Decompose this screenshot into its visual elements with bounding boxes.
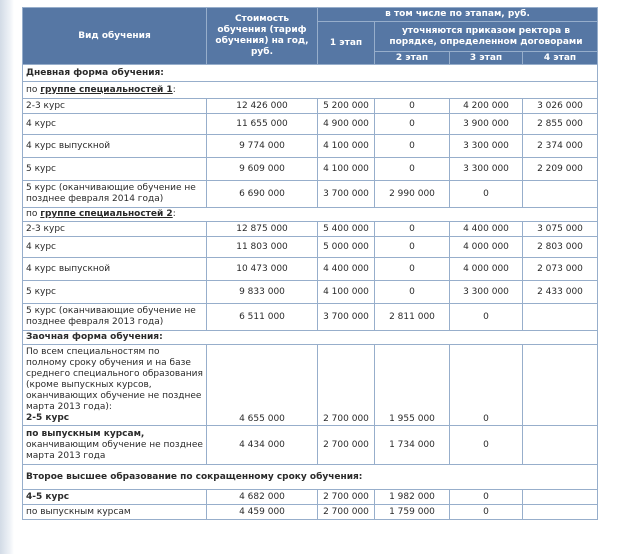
- table-row: [23, 258, 597, 280]
- cost-cell: 10 473 000: [207, 258, 317, 280]
- stage-3-cell: 3 300 000: [450, 158, 522, 180]
- group-2-prefix: по: [26, 209, 41, 219]
- stage-2-cell: 1 759 000: [375, 505, 449, 519]
- table-row: [23, 345, 597, 425]
- stage-2-cell: 0: [375, 237, 449, 257]
- stage-2-cell: 0: [375, 281, 449, 303]
- cost-cell: 11 655 000: [207, 114, 317, 134]
- table-row: [23, 426, 597, 464]
- group-2-suffix: :: [172, 209, 176, 219]
- row-label: 5 курс (оканчивающие обучение не позднее февраля 2014 года): [23, 181, 206, 207]
- stage-2-cell: 0: [375, 99, 449, 113]
- table-row: [23, 237, 597, 257]
- table-row: [23, 222, 597, 236]
- cost-cell: 4 459 000: [207, 505, 317, 519]
- stage-2-cell: 2 811 000: [375, 304, 449, 330]
- stage-3-cell: 3 300 000: [450, 281, 522, 303]
- table-row: [23, 281, 597, 303]
- stage-2-cell: 1 734 000: [375, 426, 449, 464]
- stage-1-cell: 4 100 000: [318, 281, 374, 303]
- cost-cell: 6 690 000: [207, 181, 317, 207]
- table-row: [23, 135, 597, 157]
- subsection-row: [23, 82, 597, 98]
- cost-cell: 4 655 000: [207, 345, 317, 425]
- table-row: [23, 114, 597, 134]
- graduate-courses-bold: по выпускным курсам,: [26, 428, 145, 439]
- stage-4-cell: 3 075 000: [523, 222, 597, 236]
- row-label: 2-3 курс: [23, 99, 206, 113]
- stage-2-cell: 0: [375, 114, 449, 134]
- subsection-group-1: [23, 82, 597, 98]
- stage-3-cell: 3 900 000: [450, 114, 522, 134]
- stage-2-cell: 1 982 000: [375, 490, 449, 504]
- table-row: [23, 158, 597, 180]
- stage-3-cell: 0: [450, 181, 522, 207]
- table-row: [23, 181, 597, 207]
- stage-3-cell: 4 000 000: [450, 258, 522, 280]
- group-1-prefix: по: [26, 84, 41, 95]
- stage-1-cell: 2 700 000: [318, 505, 374, 519]
- header-stage-2: 2 этап: [375, 52, 449, 64]
- header-cost: Стоимость обучения (тариф обучения) на год, руб.: [207, 8, 317, 64]
- stage-2-cell: 1 955 000: [375, 345, 449, 425]
- stage-2-cell: 0: [375, 158, 449, 180]
- row-label: [23, 426, 206, 464]
- row-label: 4 курс: [23, 237, 206, 257]
- cost-cell: 11 803 000: [207, 237, 317, 257]
- stage-4-cell: 3 026 000: [523, 99, 597, 113]
- table-row: [23, 99, 597, 113]
- cost-cell: 4 682 000: [207, 490, 317, 504]
- tuition-table: [22, 7, 598, 520]
- table-row: [23, 505, 597, 519]
- header-row-1: [23, 8, 597, 21]
- stage-1-cell: 5 400 000: [318, 222, 374, 236]
- stage-4-cell: [523, 304, 597, 330]
- stage-1-cell: 2 700 000: [318, 426, 374, 464]
- stage-3-cell: 0: [450, 426, 522, 464]
- stage-1-cell: 5 200 000: [318, 99, 374, 113]
- group-1-link[interactable]: группе специальностей 1: [40, 84, 173, 95]
- stage-4-cell: 2 433 000: [523, 281, 597, 303]
- stage-4-cell: [523, 505, 597, 519]
- header-stage-3: 3 этап: [450, 52, 522, 64]
- table-row: [23, 490, 597, 504]
- group-2-link[interactable]: группе специальностей 2: [40, 209, 173, 219]
- stage-3-cell: 4 200 000: [450, 99, 522, 113]
- stage-4-cell: [523, 426, 597, 464]
- cost-cell: 9 609 000: [207, 158, 317, 180]
- stage-4-cell: [523, 345, 597, 425]
- header-stages: в том числе по этапам, руб.: [318, 8, 597, 21]
- cost-cell: 9 774 000: [207, 135, 317, 157]
- stage-3-cell: 4 400 000: [450, 222, 522, 236]
- stage-1-cell: 3 700 000: [318, 181, 374, 207]
- stage-4-cell: 2 073 000: [523, 258, 597, 280]
- left-shadow: [0, 0, 14, 554]
- cost-cell: 9 833 000: [207, 281, 317, 303]
- stage-1-cell: 2 700 000: [318, 345, 374, 425]
- row-label: 4-5 курс: [23, 490, 206, 504]
- row-label: 4 курс: [23, 114, 206, 134]
- stage-3-cell: 4 000 000: [450, 237, 522, 257]
- cost-cell: 12 875 000: [207, 222, 317, 236]
- section-second-higher: Второе высшее образование по сокращенному сроку обучения:: [23, 465, 597, 489]
- stage-1-cell: 5 000 000: [318, 237, 374, 257]
- subsection-row: [23, 208, 597, 221]
- stage-4-cell: [523, 490, 597, 504]
- header-stage-1: 1 этап: [318, 22, 374, 64]
- cost-cell: 6 511 000: [207, 304, 317, 330]
- stage-4-cell: 2 803 000: [523, 237, 597, 257]
- header-training-type: Вид обучения: [23, 8, 206, 64]
- stage-4-cell: 2 209 000: [523, 158, 597, 180]
- row-label: 5 курс: [23, 281, 206, 303]
- row-label: 4 курс выпускной: [23, 258, 206, 280]
- stage-4-cell: 2 374 000: [523, 135, 597, 157]
- stage-4-cell: 2 855 000: [523, 114, 597, 134]
- stage-2-cell: 0: [375, 222, 449, 236]
- extramural-course: 2-5 курс: [26, 413, 70, 423]
- stage-1-cell: 4 100 000: [318, 135, 374, 157]
- stage-2-cell: 2 990 000: [375, 181, 449, 207]
- stage-1-cell: 2 700 000: [318, 490, 374, 504]
- section-extramural: Заочная форма обучения:: [23, 331, 597, 344]
- row-label: по выпускным курсам: [23, 505, 206, 519]
- row-label: 5 курс: [23, 158, 206, 180]
- graduate-courses-rest: оканчивающим обучение не позднее марта 2013 года: [26, 439, 203, 461]
- subsection-group-2: [23, 208, 597, 221]
- section-row: [23, 65, 597, 81]
- stage-1-cell: 4 400 000: [318, 258, 374, 280]
- header-clarified: уточняются приказом ректора в порядке, определенном договорами: [375, 22, 597, 51]
- stage-1-cell: 4 100 000: [318, 158, 374, 180]
- group-1-suffix: :: [172, 84, 176, 95]
- row-label: 4 курс выпускной: [23, 135, 206, 157]
- stage-1-cell: 3 700 000: [318, 304, 374, 330]
- section-row: [23, 465, 597, 489]
- row-label: [23, 345, 206, 425]
- stage-1-cell: 4 900 000: [318, 114, 374, 134]
- cost-cell: 4 434 000: [207, 426, 317, 464]
- stage-2-cell: 0: [375, 258, 449, 280]
- stage-3-cell: 0: [450, 345, 522, 425]
- stage-2-cell: 0: [375, 135, 449, 157]
- stage-3-cell: 3 300 000: [450, 135, 522, 157]
- stage-3-cell: 0: [450, 490, 522, 504]
- table-row: [23, 304, 597, 330]
- stage-3-cell: 0: [450, 304, 522, 330]
- row-label: 2-3 курс: [23, 222, 206, 236]
- section-row: [23, 331, 597, 344]
- section-daytime: Дневная форма обучения:: [23, 65, 597, 81]
- header-stage-4: 4 этап: [523, 52, 597, 64]
- extramural-description: По всем специальностям по полному сроку обучения и на базе среднего специального образования (кроме выпускных курсов, оканчивающих обучение не позднее марта 2013 года):: [26, 347, 203, 412]
- row-label: 5 курс (оканчивающие обучение не позднее февраля 2013 года): [23, 304, 206, 330]
- stage-3-cell: 0: [450, 505, 522, 519]
- cost-cell: 12 426 000: [207, 99, 317, 113]
- stage-4-cell: [523, 181, 597, 207]
